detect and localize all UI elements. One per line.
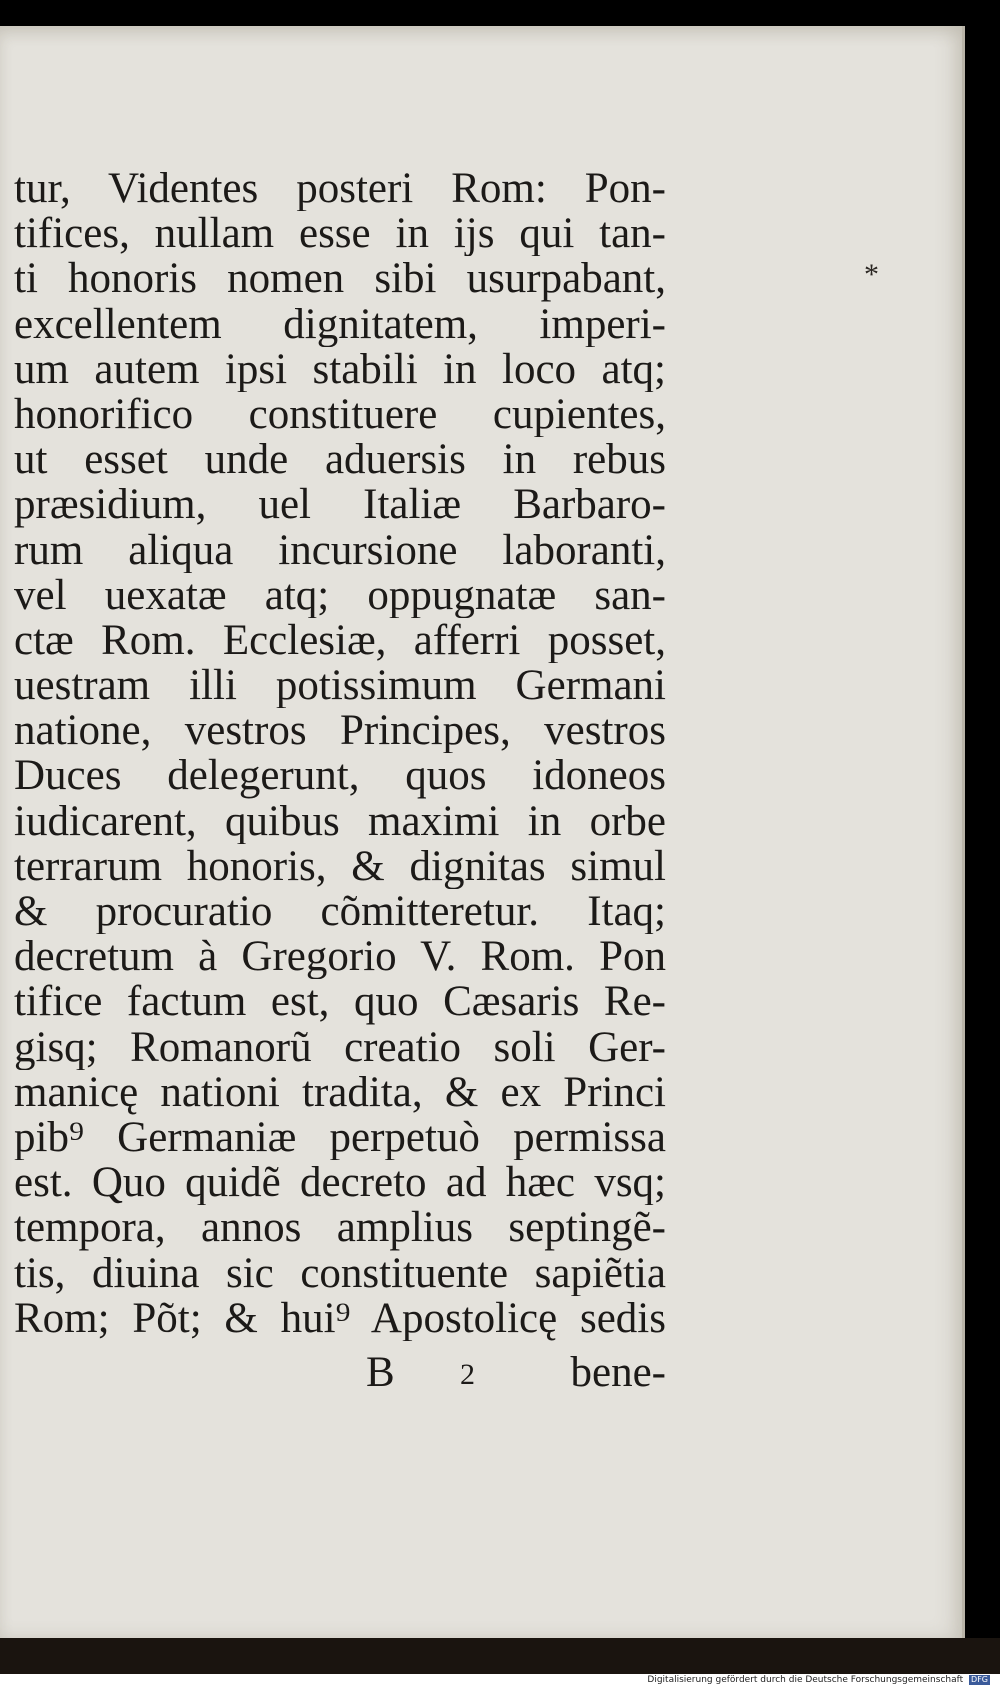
text-line: tifices, nullam esse in ijs qui tan- [14,211,666,257]
text-line: Duces delegerunt, quos idoneos [14,753,666,799]
catchword: bene- [570,1349,666,1396]
text-line: pib⁹ Germaniæ perpetuò permissa [14,1114,666,1161]
text-line: decretum à Gregorio V. Rom. Pon [14,934,666,980]
text-line: præsidium, uel Italiæ Barbaro- [14,482,666,528]
text-line: excellentem dignitatem, imperi- [14,301,666,347]
dfg-logo: DFG [971,1675,988,1684]
page-body-text [14,166,666,1341]
margin-mark: * [864,258,879,291]
text-line: gisq; Romanorũ creatio soli Ger- [14,1024,666,1070]
text-line: est. Quo quidẽ decreto ad hæc vsq; [14,1160,666,1206]
signature-number: 2 [460,1358,475,1391]
signature-mark: B [366,1349,395,1396]
text-line: um autem ipsi stabili in loco atq; [14,346,666,392]
text-line: ctæ Rom. Ecclesiæ, afferri posset, [14,617,666,664]
book-page [0,26,965,1638]
text-line: ut esset unde aduersis in rebus [14,437,666,483]
text-line: honorifico constituere cupientes, [14,391,666,438]
text-line: tifice factum est, quo Cæsaris Re- [14,979,666,1025]
text-line: Rom; Põt; & hui⁹ Apostolicę sedis [14,1295,666,1341]
text-line: ti honoris nomen sibi usurpabant, [14,256,666,302]
text-line: uestram illi potissimum Germani [14,663,666,709]
text-line: tis, diuina sic constituente sapiẽtia [14,1250,666,1296]
digitization-credit [647,1675,990,1686]
text-line: manicę nationi tradita, & ex Princi [14,1069,666,1115]
text-line: tur, Videntes posteri Rom: Pon- [14,166,666,212]
page-footer [14,1348,666,1398]
text-line: natione, vestros Principes, vestros [14,708,666,754]
text-line: & procuratio cõmitteretur. Itaq; [14,889,666,935]
scan-bottom-edge [0,1638,1000,1674]
text-line: tempora, annos amplius septingẽ- [14,1205,666,1251]
credit-text: Digitalisierung gefördert durch die Deutsche Forschungsgemeinschaft [647,1675,964,1685]
text-line: terrarum honoris, & dignitas simul [14,843,666,889]
text-line: rum aliqua incursione laboranti, [14,527,666,573]
text-line: vel uexatæ atq; oppugnatæ san- [14,572,666,618]
text-line: iudicarent, quibus maximi in orbe [14,798,666,844]
